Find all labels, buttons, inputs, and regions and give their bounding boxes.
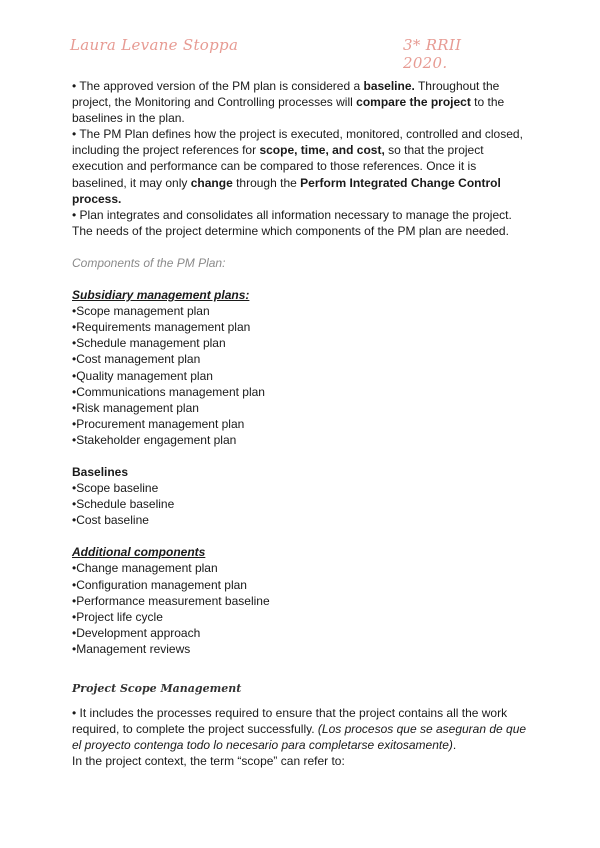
text-run: to the baselines in the plan.: [72, 95, 505, 126]
list-item: •Requirements management plan: [72, 320, 251, 335]
list-item: •Risk management plan: [72, 400, 199, 415]
page-header: [70, 36, 500, 72]
intro-paragraph-1: [72, 78, 527, 126]
document-body: [72, 78, 527, 769]
list-item: •Development approach: [72, 625, 201, 640]
list-item: •Change management plan: [72, 561, 218, 576]
list-item: •Configuration management plan: [72, 577, 247, 592]
bold-run: Perform Integrated Change Control process.: [72, 175, 501, 206]
scope-paragraph-1: [72, 705, 527, 753]
text-run: Throughout the project, the Monitoring and Controlling processes will: [72, 79, 500, 110]
list-item: •Schedule management plan: [72, 336, 226, 351]
scope-paragraph-2: In the project context, the term “scope” can refer to:: [72, 754, 345, 769]
list-item: •Project life cycle: [72, 609, 163, 624]
list-item: •Performance measurement baseline: [72, 593, 270, 608]
additional-heading: Additional components: [72, 545, 206, 560]
subsidiary-list: [72, 303, 527, 448]
components-title: Components of the PM Plan:: [72, 255, 226, 270]
list-item: •Schedule baseline: [72, 497, 175, 512]
text-run: .: [452, 738, 457, 753]
italic-run: (Los procesos que se aseguran de que el proyecto contenga todo lo necesario para completarse exitosamente): [72, 722, 527, 753]
list-item: •Stakeholder engagement plan: [72, 432, 237, 447]
list-item: •Scope management plan: [72, 304, 210, 319]
list-item: •Management reviews: [72, 641, 191, 656]
list-item: •Quality management plan: [72, 368, 213, 383]
intro-paragraph-2: [72, 126, 527, 206]
bold-run: compare the project: [356, 95, 471, 110]
list-item: •Communications management plan: [72, 384, 265, 399]
list-item: •Cost management plan: [72, 352, 201, 367]
list-item: •Cost baseline: [72, 513, 149, 528]
list-item: •Scope baseline: [72, 481, 159, 496]
subsidiary-heading: Subsidiary management plans:: [72, 288, 250, 303]
author-name: Laura Levane Stoppa: [70, 36, 239, 54]
bold-run: change: [190, 175, 233, 190]
text-run: through the: [232, 175, 301, 190]
additional-list: [72, 560, 527, 657]
bold-run: baseline.: [363, 79, 415, 93]
list-item: •Procurement management plan: [72, 416, 245, 431]
text-run: • The PM Plan defines how the project is executed, monitored, controlled and closed, including the project references for: [72, 127, 523, 158]
baselines-list: [72, 480, 527, 528]
text-run: • The approved version of the PM plan is considered a: [72, 79, 364, 93]
course-label: 3* RRII 2020.: [403, 36, 462, 72]
text-run: so that the project execution and performance can be compared to those references. Once it is baselined, it may only: [72, 143, 484, 190]
intro-paragraph-3: • Plan integrates and consolidates all information necessary to manage the project. The needs of the project determine which components of the PM plan are needed.: [72, 207, 512, 238]
baselines-heading: Baselines: [72, 464, 129, 479]
bold-run: scope, time, and cost,: [259, 143, 385, 158]
text-run: • It includes the processes required to ensure that the project contains all the work required, to complete the project successfully.: [72, 706, 508, 737]
scope-management-heading: Project Scope Management: [72, 682, 242, 695]
